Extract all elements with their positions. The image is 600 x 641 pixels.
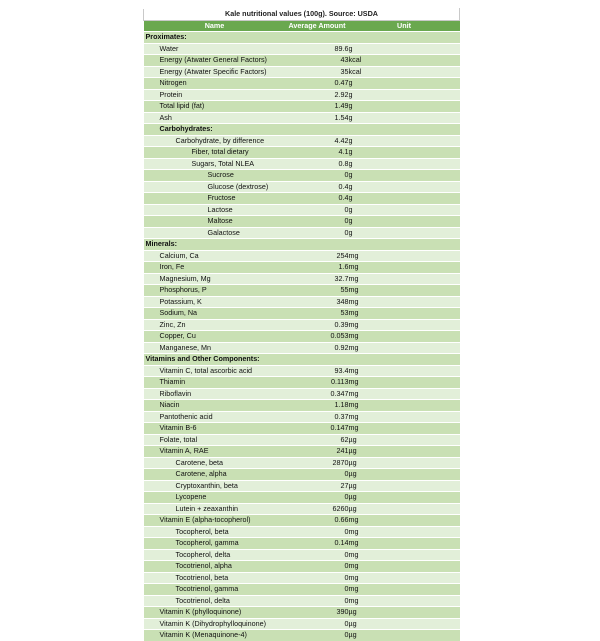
nutrient-name: Nitrogen (144, 78, 286, 90)
nutrient-unit: g (349, 147, 460, 159)
nutrient-name: Water (144, 43, 286, 55)
nutrient-unit: mg (349, 549, 460, 561)
section-header-row (144, 124, 460, 136)
nutrient-amount: 1.18 (286, 400, 349, 412)
table-row (144, 181, 460, 193)
nutrient-amount: 0 (286, 469, 349, 481)
table-row (144, 365, 460, 377)
nutrient-name: Folate, total (144, 434, 286, 446)
nutrient-name: Potassium, K (144, 296, 286, 308)
nutrient-name: Fiber, total dietary (144, 147, 286, 159)
nutrient-amount: 0.39 (286, 319, 349, 331)
nutrient-unit: µg (349, 503, 460, 515)
nutrient-amount: 62 (286, 434, 349, 446)
nutrient-amount: 0.37 (286, 411, 349, 423)
nutrient-amount: 32.7 (286, 273, 349, 285)
nutrient-unit: g (349, 158, 460, 170)
nutrient-amount: 0.053 (286, 331, 349, 343)
nutrient-unit: g (349, 193, 460, 205)
table-row (144, 595, 460, 607)
nutrient-name: Protein (144, 89, 286, 101)
nutrient-amount (286, 239, 349, 251)
nutrient-amount: 0 (286, 227, 349, 239)
nutrient-name: Tocotrienol, beta (144, 572, 286, 584)
header-name: Name (144, 20, 286, 32)
table-row (144, 400, 460, 412)
nutrient-amount: 35 (286, 66, 349, 78)
table-row (144, 66, 460, 78)
nutrient-amount: 0 (286, 630, 349, 641)
nutrient-amount: 0.4 (286, 181, 349, 193)
nutrient-unit: µg (349, 618, 460, 630)
nutrient-unit: µg (349, 469, 460, 481)
section-header-row (144, 32, 460, 44)
nutrient-name: Carotene, alpha (144, 469, 286, 481)
nutrient-amount: 0.4 (286, 193, 349, 205)
table-row (144, 492, 460, 504)
nutrient-unit (349, 124, 460, 136)
nutrient-name: Tocotrienol, delta (144, 595, 286, 607)
nutrient-amount: 0 (286, 572, 349, 584)
nutrient-unit: µg (349, 457, 460, 469)
nutrient-amount: 0 (286, 492, 349, 504)
nutrient-name: Energy (Atwater General Factors) (144, 55, 286, 67)
table-row (144, 446, 460, 458)
nutrient-name: Vitamin A, RAE (144, 446, 286, 458)
nutrient-name: Maltose (144, 216, 286, 228)
nutrient-name: Minerals: (144, 239, 286, 251)
table-row (144, 319, 460, 331)
table-row (144, 227, 460, 239)
nutrient-amount: 0.66 (286, 515, 349, 527)
nutrient-name: Carotene, beta (144, 457, 286, 469)
nutrient-unit: µg (349, 434, 460, 446)
nutrient-name: Vitamin C, total ascorbic acid (144, 365, 286, 377)
table-row (144, 158, 460, 170)
nutrient-name: Vitamins and Other Components: (144, 354, 286, 366)
nutrient-name: Galactose (144, 227, 286, 239)
table-row (144, 377, 460, 389)
nutrient-amount: 55 (286, 285, 349, 297)
nutrient-amount (286, 354, 349, 366)
nutrient-name: Tocopherol, beta (144, 526, 286, 538)
nutrient-unit: g (349, 101, 460, 113)
title-row (144, 9, 460, 21)
table-row (144, 262, 460, 274)
table-row (144, 572, 460, 584)
table-row (144, 43, 460, 55)
table-row (144, 170, 460, 182)
table-row (144, 526, 460, 538)
nutrient-unit: µg (349, 480, 460, 492)
nutrient-name: Vitamin K (Dihydrophylloquinone) (144, 618, 286, 630)
nutrient-unit (349, 354, 460, 366)
nutrient-amount: 6260 (286, 503, 349, 515)
nutrient-amount: 0.147 (286, 423, 349, 435)
nutrient-unit: mg (349, 538, 460, 550)
nutrient-unit: mg (349, 308, 460, 320)
nutrient-unit: mg (349, 250, 460, 262)
nutrient-amount: 89.6 (286, 43, 349, 55)
table-row (144, 147, 460, 159)
nutrient-unit: mg (349, 572, 460, 584)
nutrient-name: Vitamin K (Menaquinone-4) (144, 630, 286, 641)
nutrient-unit: mg (349, 400, 460, 412)
nutrient-amount: 0.47 (286, 78, 349, 90)
table-row (144, 469, 460, 481)
nutrient-name: Proximates: (144, 32, 286, 44)
nutrient-unit: mg (349, 331, 460, 343)
nutrient-unit: kcal (349, 66, 460, 78)
section-header-row (144, 239, 460, 251)
nutrient-unit: mg (349, 377, 460, 389)
nutrient-name: Vitamin E (alpha-tocopherol) (144, 515, 286, 527)
nutrient-unit (349, 32, 460, 44)
nutrient-name: Glucose (dextrose) (144, 181, 286, 193)
nutrient-unit: µg (349, 630, 460, 641)
nutrient-amount: 0.14 (286, 538, 349, 550)
nutrient-name: Iron, Fe (144, 262, 286, 274)
table-row (144, 423, 460, 435)
nutrient-unit: kcal (349, 55, 460, 67)
table-row (144, 55, 460, 67)
nutrient-amount: 348 (286, 296, 349, 308)
nutrient-name: Lutein + zeaxanthin (144, 503, 286, 515)
header-unit: Unit (349, 20, 460, 32)
nutrient-name: Sodium, Na (144, 308, 286, 320)
nutrient-amount: 4.42 (286, 135, 349, 147)
table-row (144, 503, 460, 515)
nutrient-amount: 390 (286, 607, 349, 619)
nutrient-unit: µg (349, 492, 460, 504)
nutrient-amount: 241 (286, 446, 349, 458)
nutrient-name: Tocopherol, gamma (144, 538, 286, 550)
nutrient-name: Manganese, Mn (144, 342, 286, 354)
nutrient-unit: mg (349, 584, 460, 596)
nutrient-unit: mg (349, 319, 460, 331)
table-row (144, 342, 460, 354)
nutrient-unit: mg (349, 273, 460, 285)
nutrient-name: Ash (144, 112, 286, 124)
nutrient-amount: 254 (286, 250, 349, 262)
table-row (144, 250, 460, 262)
nutrient-name: Lycopene (144, 492, 286, 504)
table-row (144, 411, 460, 423)
nutrient-amount: 53 (286, 308, 349, 320)
nutrient-name: Tocotrienol, gamma (144, 584, 286, 596)
nutrient-amount: 0 (286, 526, 349, 538)
nutrient-amount: 0.8 (286, 158, 349, 170)
table-row (144, 457, 460, 469)
nutrient-name: Phosphorus, P (144, 285, 286, 297)
nutrient-unit: mg (349, 285, 460, 297)
nutrient-amount: 0 (286, 561, 349, 573)
nutrient-amount: 0 (286, 170, 349, 182)
table-row (144, 480, 460, 492)
nutrient-amount: 0 (286, 549, 349, 561)
table-row (144, 584, 460, 596)
nutrient-amount (286, 124, 349, 136)
nutrient-unit: µg (349, 607, 460, 619)
nutrient-amount: 43 (286, 55, 349, 67)
table-row (144, 112, 460, 124)
table-row (144, 607, 460, 619)
nutrient-amount: 0 (286, 618, 349, 630)
nutrient-unit: g (349, 89, 460, 101)
nutrient-unit: g (349, 204, 460, 216)
nutrient-amount: 1.6 (286, 262, 349, 274)
table-row (144, 89, 460, 101)
nutrient-unit: mg (349, 595, 460, 607)
table-title: Kale nutritional values (100g). Source: USDA (144, 9, 460, 21)
nutrient-unit: g (349, 170, 460, 182)
nutrient-unit: g (349, 112, 460, 124)
nutrient-unit: µg (349, 446, 460, 458)
nutrition-table (143, 8, 460, 641)
table-row (144, 273, 460, 285)
nutrient-amount: 0 (286, 595, 349, 607)
table-row (144, 618, 460, 630)
table-row (144, 193, 460, 205)
nutrient-amount: 0 (286, 216, 349, 228)
table-row (144, 296, 460, 308)
nutrient-unit (349, 239, 460, 251)
table-row (144, 515, 460, 527)
nutrient-amount: 1.49 (286, 101, 349, 113)
nutrient-name: Vitamin K (phylloquinone) (144, 607, 286, 619)
nutrient-name: Carbohydrates: (144, 124, 286, 136)
nutrient-amount (286, 32, 349, 44)
section-header-row (144, 354, 460, 366)
nutrient-unit: g (349, 135, 460, 147)
nutrient-amount: 0.92 (286, 342, 349, 354)
nutrient-unit: g (349, 227, 460, 239)
table-row (144, 216, 460, 228)
nutrient-name: Vitamin B-6 (144, 423, 286, 435)
nutrient-amount: 93.4 (286, 365, 349, 377)
nutrient-name: Pantothenic acid (144, 411, 286, 423)
nutrient-name: Tocopherol, delta (144, 549, 286, 561)
nutrient-amount: 0 (286, 584, 349, 596)
nutrient-unit: mg (349, 296, 460, 308)
nutrient-name: Calcium, Ca (144, 250, 286, 262)
table-row (144, 101, 460, 113)
nutrient-name: Cryptoxanthin, beta (144, 480, 286, 492)
nutrient-unit: mg (349, 515, 460, 527)
nutrient-amount: 4.1 (286, 147, 349, 159)
nutrient-unit: g (349, 78, 460, 90)
nutrient-name: Tocotrienol, alpha (144, 561, 286, 573)
table-row (144, 630, 460, 641)
nutrient-amount: 0.347 (286, 388, 349, 400)
nutrient-unit: mg (349, 526, 460, 538)
header-row (144, 20, 460, 32)
nutrient-unit: mg (349, 561, 460, 573)
table-row (144, 549, 460, 561)
table-row (144, 78, 460, 90)
nutrient-name: Magnesium, Mg (144, 273, 286, 285)
nutrient-amount: 1.54 (286, 112, 349, 124)
nutrient-amount: 27 (286, 480, 349, 492)
nutrient-unit: g (349, 43, 460, 55)
table-row (144, 561, 460, 573)
header-amount: Average Amount (286, 20, 349, 32)
nutrient-amount: 2870 (286, 457, 349, 469)
nutrient-unit: mg (349, 342, 460, 354)
table-row (144, 538, 460, 550)
nutrient-unit: mg (349, 388, 460, 400)
table-row (144, 204, 460, 216)
nutrient-name: Niacin (144, 400, 286, 412)
nutrient-amount: 0.113 (286, 377, 349, 389)
nutrient-name: Thiamin (144, 377, 286, 389)
nutrient-unit: mg (349, 423, 460, 435)
nutrient-name: Carbohydrate, by difference (144, 135, 286, 147)
table-row (144, 135, 460, 147)
nutrient-unit: g (349, 181, 460, 193)
nutrient-unit: g (349, 216, 460, 228)
nutrient-unit: mg (349, 262, 460, 274)
table-row (144, 285, 460, 297)
table-row (144, 331, 460, 343)
nutrient-amount: 0 (286, 204, 349, 216)
table-row (144, 308, 460, 320)
nutrient-name: Energy (Atwater Specific Factors) (144, 66, 286, 78)
nutrient-name: Fructose (144, 193, 286, 205)
nutrient-name: Riboflavin (144, 388, 286, 400)
nutrient-name: Total lipid (fat) (144, 101, 286, 113)
nutrient-name: Lactose (144, 204, 286, 216)
nutrient-unit: mg (349, 365, 460, 377)
table-row (144, 388, 460, 400)
table-row (144, 434, 460, 446)
nutrient-name: Sucrose (144, 170, 286, 182)
nutrient-unit: mg (349, 411, 460, 423)
nutrient-name: Sugars, Total NLEA (144, 158, 286, 170)
nutrient-name: Zinc, Zn (144, 319, 286, 331)
nutrient-amount: 2.92 (286, 89, 349, 101)
nutrient-name: Copper, Cu (144, 331, 286, 343)
